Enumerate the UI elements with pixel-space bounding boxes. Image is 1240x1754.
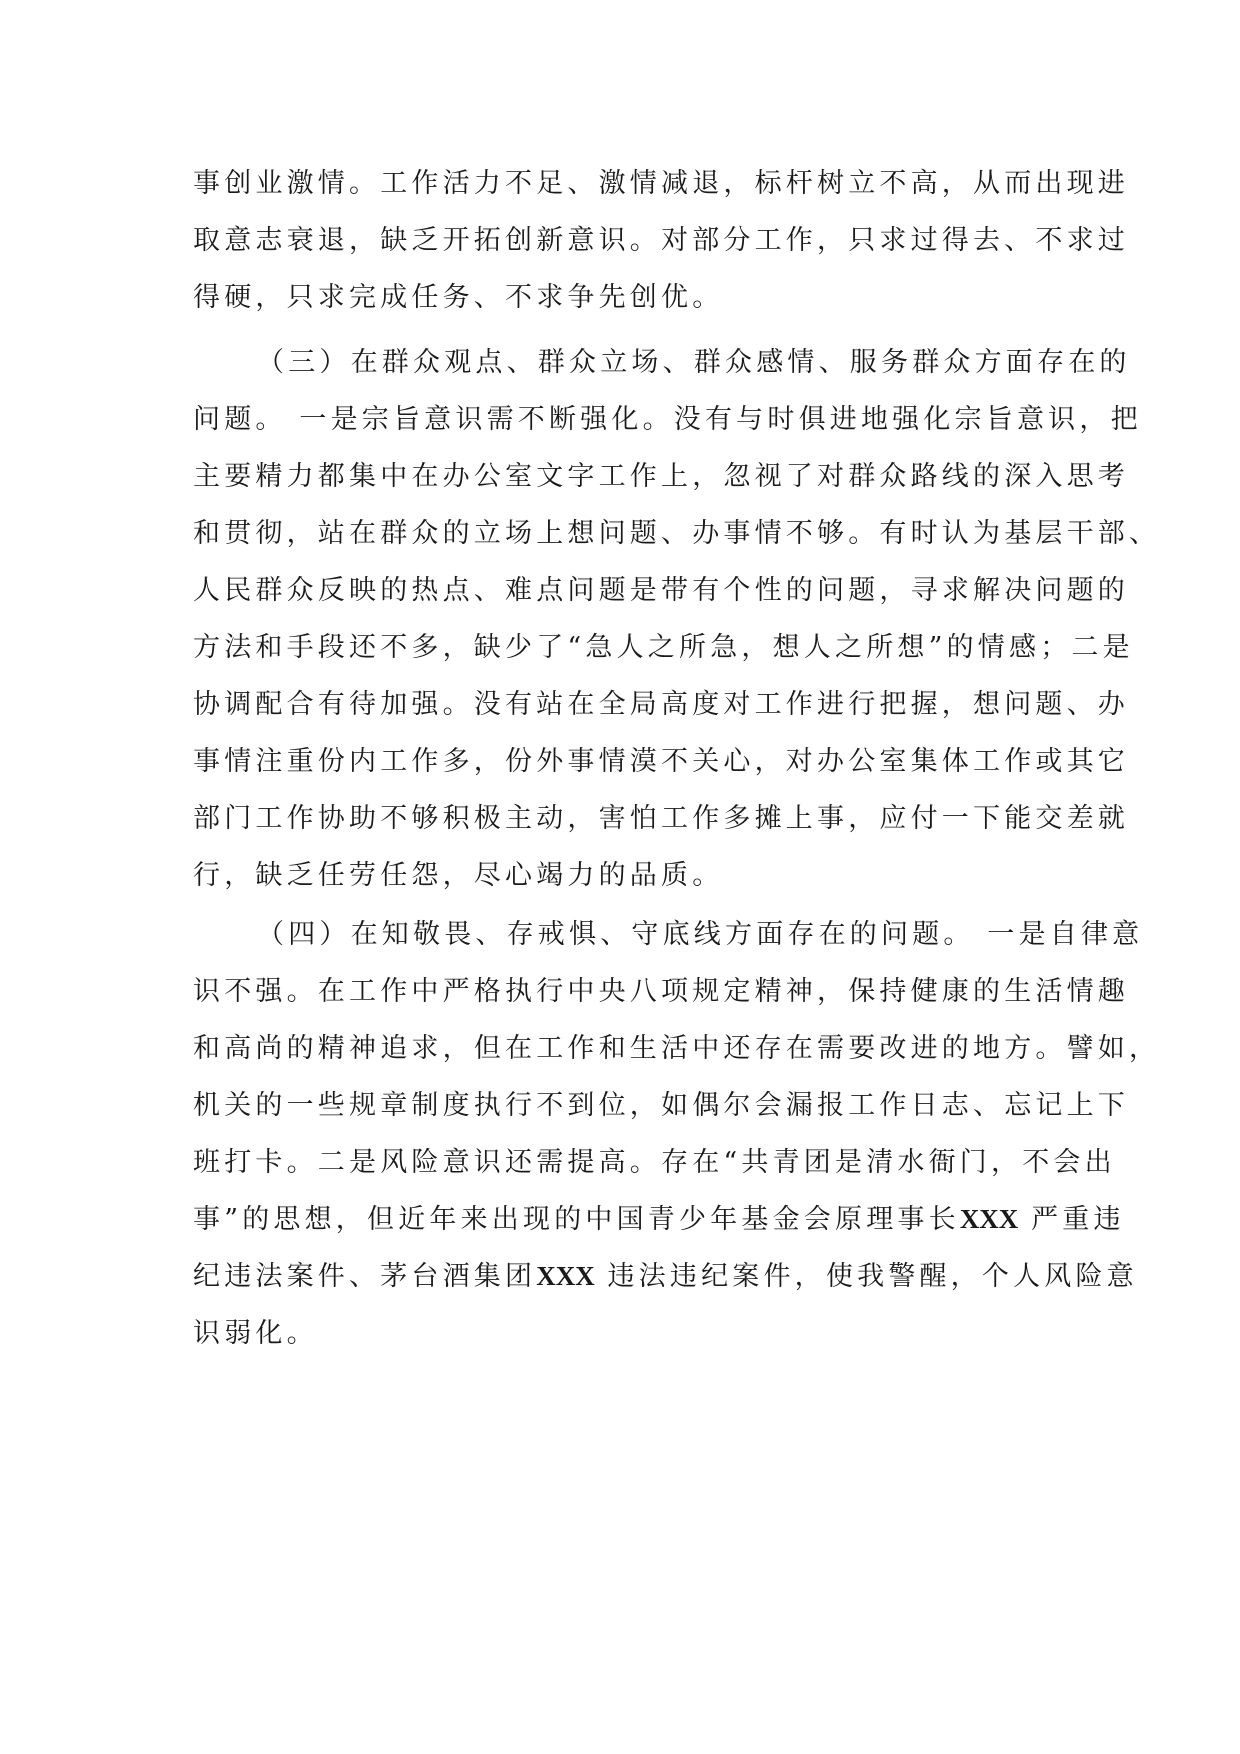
text-line: 识不强。在工作中严格执行中央八项规定精神，保持健康的生活情趣: [193, 976, 1129, 1007]
text-line: 事情注重份内工作多，份外事情漠不关心，对办公室集体工作或其它: [193, 746, 1129, 777]
paragraph-section-three: [193, 334, 1161, 904]
text-line: 班打卡。二是风险意识还需提高。存在“共青团是清水衙门，不会出: [193, 1147, 1116, 1178]
text-line: [193, 1191, 1125, 1248]
text-segment: 严重违: [1018, 1204, 1125, 1235]
text-line: 问题。 一是宗旨意识需不断强化。没有与时俱进地强化宗旨意识，把: [193, 404, 1142, 435]
text-line: 识弱化。: [193, 1318, 318, 1349]
paragraph-continuation: [193, 155, 1129, 326]
redacted-name: XXX: [536, 1261, 595, 1291]
text-line: 行，缺乏任劳任怨，尽心竭力的品质。: [193, 860, 724, 891]
text-line: [193, 1248, 1138, 1305]
text-line: 和高尚的精神追求，但在工作和生活中还存在需要改进的地方。譬如，: [193, 1033, 1161, 1064]
text-segment: 事”的思想，但近年来出现的中国青少年基金会原理事长: [193, 1204, 960, 1235]
text-line: 方法和手段还不多，缺少了“急人之所急，想人之所想”的情感；二是: [193, 632, 1134, 663]
text-line: （三）在群众观点、群众立场、群众感情、服务群众方面存在的: [257, 347, 1131, 378]
paragraph-section-four: [193, 906, 1161, 1362]
text-line: 和贯彻，站在群众的立场上想问题、办事情不够。有时认为基层干部、: [193, 518, 1161, 549]
text-line: 部门工作协助不够积极主动，害怕工作多摊上事，应付一下能交差就: [193, 803, 1129, 834]
redacted-name: XXX: [959, 1204, 1019, 1234]
text-line: 协调配合有待加强。没有站在全局高度对工作进行把握，想问题、办: [193, 689, 1129, 720]
text-line: 事创业激情。工作活力不足、激情减退，标杆树立不高，从而出现进: [193, 168, 1129, 199]
text-segment: 违法违纪案件，使我警醒，个人风险意: [594, 1261, 1138, 1292]
text-line: 机关的一些规章制度执行不到位，如偶尔会漏报工作日志、忘记上下: [193, 1090, 1129, 1121]
text-segment: 纪违法案件、茅台酒集团: [193, 1261, 537, 1292]
text-line: 主要精力都集中在办公室文字工作上，忽视了对群众路线的深入思考: [193, 461, 1129, 492]
text-line: 得硬，只求完成任务、不求争先创优。: [193, 282, 724, 313]
text-line: 人民群众反映的热点、难点问题是带有个性的问题，寻求解决问题的: [193, 575, 1129, 606]
text-line: （四）在知敬畏、存戒惧、守底线方面存在的问题。 一是自律意: [257, 919, 1144, 950]
text-line: 取意志衰退，缺乏开拓创新意识。对部分工作，只求过得去、不求过: [193, 225, 1129, 256]
